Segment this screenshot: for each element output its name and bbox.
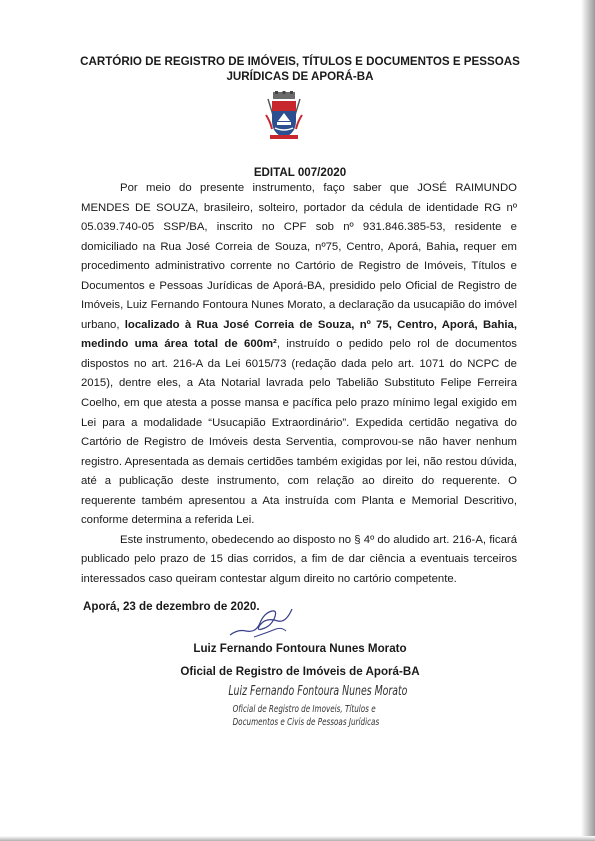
handwritten-signature: [226, 603, 296, 643]
registry-office-title: [40, 54, 560, 84]
paragraph-2: Este instrumento, obedecendo ao disposto no § 4º do aludido art. 216-A, ficará publicado pelo prazo de 15 dias corridos, a fim de dar ciência a eventuais terceiros interessados caso queiram contestar algum direito no cartório competente.: [81, 533, 517, 585]
property-location-highlight: localizado à Rua José Correia de Souza, nº 75, Centro, Aporá, Bahia, medindo uma área total de 600m²: [81, 318, 517, 351]
stamp-line-2: Documentos e Civis de Pessoas Jurídicas: [232, 717, 380, 728]
paragraph-1-part-a: Por meio do presente instrumento, faço saber que JOSÉ RAIMUNDO MENDES DE SOUZA, brasileiro, solteiro, portador da cédula de identidade RG nº 05.039.740-05 SSP/BA, inscrito no CPF sob nº 931.846.385-53, residente e domiciliado na Rua José Correia de Souza, nº75, Centro, Aporá, Bahia: [81, 182, 517, 253]
place-date: Aporá, 23 de dezembro de 2020.: [83, 600, 260, 613]
official-stamp: [224, 684, 408, 729]
stamp-name: Luiz Fernando Fontoura Nunes Morato: [228, 684, 408, 699]
paragraph-1-part-b: requer em procedimento administrativo corrente no Cartório de Registro de Imóveis, Títulos e Documentos e Pessoas Jurídicas de Aporá-BA, presidido pelo Oficial de Registro de Imóveis, Luiz Fernando Fontoura Nunes Morato, a declaração da usucapião do imóvel urbano,: [81, 240, 517, 331]
paragraph-1-part-c: , instruído o pedido pelo rol de documentos dispostos no art. 216-A da Lei 6015/73 (redação dada pelo art. 1071 do NCPC de 2015), dentre eles, a Ata Notarial lavrada pelo Tabelião Substituto Felipe Ferreira Coelho, em que atesta a posse mansa e pacífica pelo prazo mínimo legal exigido em Lei para a modalidade “Usucapião Extraordinário”. Expedida certidão negativa do Cartório de Registro de Imóveis desta Serventia, comprovou-se não haver nenhum registro. Apresentada as demais certidões também exigidas por lei, não restou dúvida, até a publicação deste instrumento, com relação ao direito do requerente. O requerente também apresentou a Ata instruída com Planta e Memorial Descritivo, conforme determina a referida Lei.: [81, 338, 517, 527]
registry-title-line-1: CARTÓRIO DE REGISTRO DE IMÓVEIS, TÍTULOS E DOCUMENTOS E PESSOAS: [80, 55, 520, 68]
scan-shadow-right: [581, 0, 595, 841]
paragraph-1-bold-comma: ,: [455, 240, 459, 253]
scan-shadow-bottom: [0, 836, 595, 841]
edital-body: [81, 179, 517, 589]
stamp-line-1: Oficial de Registro de Imoveis, Títulos e: [232, 704, 376, 715]
signer-name: Luiz Fernando Fontoura Nunes Morato: [193, 642, 407, 655]
edital-title: EDITAL 007/2020: [253, 166, 347, 179]
signer-role: Oficial de Registro de Imóveis de Aporá-BA: [180, 665, 420, 678]
registry-title-line-2: JURÍDICAS DE APORÁ-BA: [226, 70, 374, 83]
bahia-coat-of-arms-icon: [264, 91, 304, 141]
paragraph-1: [81, 179, 517, 531]
